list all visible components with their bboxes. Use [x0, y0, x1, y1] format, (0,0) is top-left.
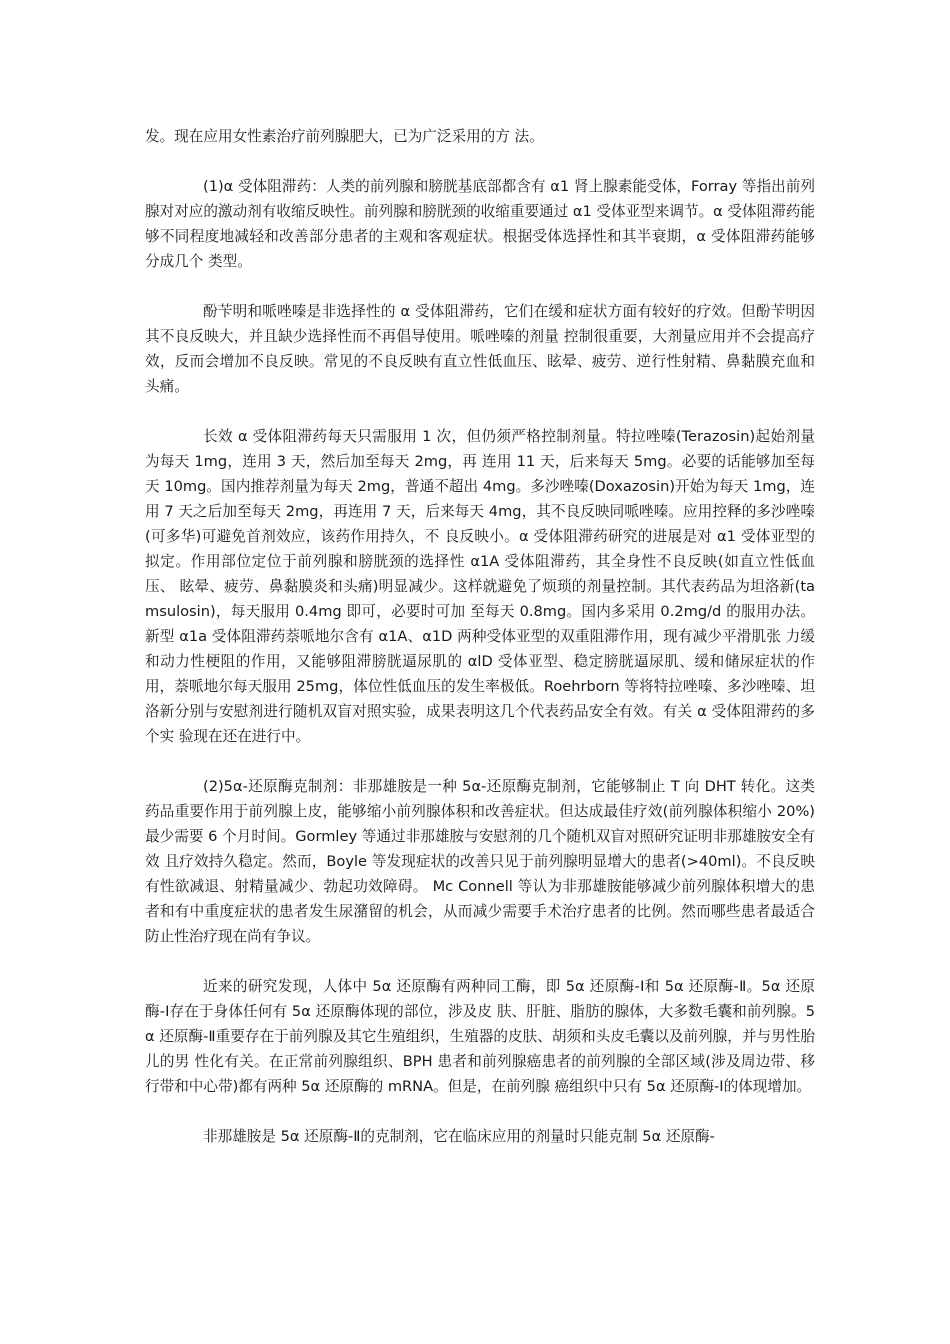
paragraph-5alpha-reductase-inhibitors: (2)5α-还原酶克制剂：非那雄胺是一种 5α-还原酶克制剂，它能够制止 T 向 DHT 转化。这类药品重要作用于前列腺上皮，能够缩小前列腺体积和改善症状。但达成最佳疗效(前列腺体积缩小 20%)最少需要 6 个月时间。Gormley 等通过非那雄胺与安慰剂的几个随机双盲对照研究证明非那雄胺安全有效 且疗效持久稳定。然而，Boyle 等发现症状的改善只见于前列腺明显增大的患者(>40ml)。不良反映有性欲减退、射精量减少、勃起功效障碍。 Mc Connell 等认为非那雄胺能够减少前列腺体积增大的患者和有中重度症状的患者发生尿潴留的机会，从而减少需要手术治疗患者的比例。然而哪些患者最适合防止性治疗现在尚有争议。 — [145, 778, 815, 945]
document-body — [145, 124, 815, 1174]
paragraph-long-acting-blockers: 长效 α 受体阻滞药每天只需服用 1 次，但仍须严格控制剂量。特拉唑嗪(Terazosin)起始剂量为每天 1mg，连用 3 天，然后加至每天 2mg，再 连用 11 天，后来每天 5mg。必要的话能够加至每天 10mg。国内推荐剂量为每天 2mg，普通不超出 4mg。多沙唑嗪(Doxazosin)开始为每天 1mg，连用 7 天之后加至每天 2mg，再连用 7 天，后来每天 4mg，其不良反映同哌唑嗪。应用控释的多沙唑嗪(可多华)可避免首剂效应，该药作用持久，不 良反映小。α 受体阻滞药研究的进展是对 α1 受体亚型的拟定。作用部位定位于前列腺和膀胱颈的选择性 α1A 受体阻滞药，其全身性不良反映(如直立性低血压、 眩晕、疲劳、鼻黏膜炎和头痛)明显减少。这样就避免了烦琐的剂量控制。其代表药品为坦洛新(tamsulosin)，每天服用 0.4mg 即可，必要时可加 至每天 0.8mg。国内多采用 0.2mg/d 的服用办法。新型 α1a 受体阻滞药萘哌地尔含有 α1A、α1D 两种受体亚型的双重阻滞作用，现有减少平滑肌张 力缓和动力性梗阻的作用，又能够阻滞膀胱逼尿肌的 αlD 受体亚型、稳定膀胱逼尿肌、缓和储尿症状的作用，萘哌地尔每天服用 25mg，体位性低血压的发生率极低。Roehrborn 等将特拉唑嗪、多沙唑嗪、坦洛新分别与安慰剂进行随机双盲对照实验，成果表明这几个代表药品安全有效。有关 α 受体阻滞药的多个实 验现在还在进行中。 — [145, 428, 815, 745]
paragraph-alpha-blockers: (1)α 受体阻滞药：人类的前列腺和膀胱基底部都含有 α1 肾上腺素能受体，Forray 等指出前列腺对对应的激动剂有收缩反映性。前列腺和膀胱颈的收缩重要通过 α1 受体亚型来调节。α 受体阻滞药能够不同程度地减轻和改善部分患者的主观和客观症状。根据受体选择性和其半衰期，α 受体阻滞药能够分成几个 类型。 — [145, 178, 815, 270]
paragraph-isoenzymes: 近来的研究发现，人体中 5α 还原酶有两种同工酶，即 5α 还原酶-Ⅰ和 5α 还原酶-Ⅱ。5α 还原酶-Ⅰ存在于身体任何有 5α 还原酶体现的部位，涉及皮 肤、肝脏、脂肪的腺体，大多数毛囊和前列腺。5α 还原酶-Ⅱ重要存在于前列腺及其它生殖组织，生殖器的皮肤、胡须和头皮毛囊以及前列腺，并与男性胎儿的男 性化有关。在正常前列腺组织、BPH 患者和前列腺癌患者的前列腺的全部区域(涉及周边带、移行带和中心带)都有两种 5α 还原酶的 mRNA。但是，在前列腺 癌组织中只有 5α 还原酶-Ⅰ的体现增加。 — [145, 978, 815, 1095]
paragraph-continuation: 发。现在应用女性素治疗前列腺肥大，已为广泛采用的方 法。 — [145, 128, 544, 145]
paragraph-nonselective-blockers: 酚苄明和哌唑嗪是非选择性的 α 受体阻滞药，它们在缓和症状方面有较好的疗效。但酚苄明因其不良反映大，并且缺少选择性而不再倡导使用。哌唑嗪的剂量 控制很重要，大剂量应用并不会提高疗效，反而会增加不良反映。常见的不良反映有直立性低血压、眩晕、疲劳、逆行性射精、鼻黏膜充血和头痛。 — [145, 303, 815, 395]
paragraph-finasteride: 非那雄胺是 5α 还原酶-Ⅱ的克制剂，它在临床应用的剂量时只能克制 5α 还原酶- — [203, 1128, 715, 1145]
